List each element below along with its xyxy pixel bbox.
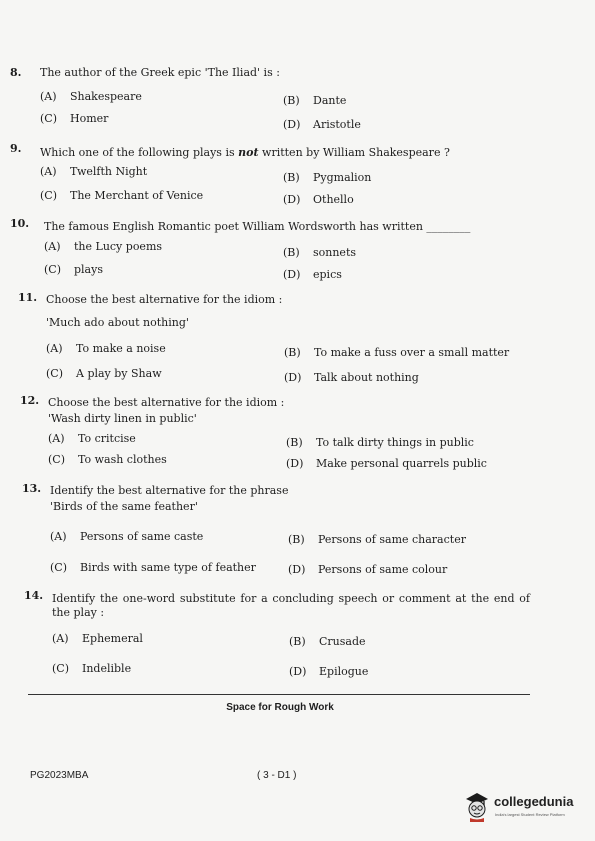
- question-number: 13.: [22, 482, 42, 495]
- page-number: ( 3 - D1 ): [257, 770, 297, 781]
- option-label: (C): [44, 263, 61, 276]
- option-text: To make a fuss over a small matter: [314, 346, 510, 359]
- option-b: [286, 436, 474, 450]
- collegedunia-logo-icon: [462, 790, 492, 822]
- option-label: (D): [288, 563, 306, 576]
- option-label: (C): [52, 662, 69, 675]
- option-label: (C): [46, 367, 63, 380]
- option-label: (A): [40, 165, 57, 178]
- option-text: Birds with same type of feather: [80, 561, 256, 574]
- option-text: Indelible: [82, 662, 132, 675]
- option-text: To make a noise: [76, 342, 166, 355]
- option-b: [283, 171, 371, 185]
- idiom-text: 'Much ado about nothing': [46, 316, 189, 329]
- option-text: Persons of same colour: [318, 563, 448, 576]
- option-label: (D): [289, 665, 307, 678]
- option-b: [284, 346, 509, 360]
- option-label: (B): [284, 346, 301, 359]
- option-text: Aristotle: [313, 118, 361, 131]
- option-label: (D): [283, 193, 301, 206]
- paper-code: PG2023MBA: [30, 770, 89, 781]
- option-a: [50, 530, 203, 544]
- option-text: Talk about nothing: [314, 371, 419, 384]
- question-number: 10.: [10, 217, 30, 230]
- option-c: [52, 662, 131, 676]
- option-text: Persons of same caste: [80, 530, 204, 543]
- option-label: (B): [286, 436, 303, 449]
- question-number: 8.: [10, 66, 22, 79]
- option-label: (D): [283, 268, 301, 281]
- option-text: To critcise: [78, 432, 136, 445]
- option-label: (D): [284, 371, 302, 384]
- option-c: [44, 263, 103, 277]
- option-a: [40, 165, 147, 179]
- option-text: Epilogue: [319, 665, 369, 678]
- rough-work-label: Space for Rough Work: [226, 702, 334, 713]
- option-label: (A): [40, 90, 57, 103]
- question-text: Choose the best alternative for the idiom :: [46, 293, 283, 306]
- option-c: [50, 561, 256, 575]
- emphasis-not: not: [238, 146, 259, 159]
- question-number: 12.: [20, 394, 40, 407]
- option-b: [283, 246, 356, 260]
- option-text: sonnets: [313, 246, 357, 259]
- option-label: (C): [40, 112, 57, 125]
- option-label: (A): [50, 530, 67, 543]
- option-label: (B): [288, 533, 305, 546]
- option-label: (B): [283, 246, 300, 259]
- option-text: Ephemeral: [82, 632, 143, 645]
- option-label: (A): [52, 632, 69, 645]
- question-number: 9.: [10, 142, 22, 155]
- option-text: Othello: [313, 193, 354, 206]
- question-number: 11.: [18, 291, 38, 304]
- option-b: [283, 94, 346, 108]
- option-text: plays: [74, 263, 103, 276]
- option-c: [46, 367, 162, 381]
- question-number: 14.: [24, 589, 44, 602]
- option-label: (A): [46, 342, 63, 355]
- divider: [28, 694, 530, 695]
- option-a: [48, 432, 136, 446]
- option-d: [289, 665, 368, 679]
- option-text: To talk dirty things in public: [316, 436, 474, 449]
- option-label: (B): [283, 171, 300, 184]
- option-text: epics: [313, 268, 342, 281]
- option-text: the Lucy poems: [74, 240, 163, 253]
- option-label: (D): [286, 457, 304, 470]
- option-text: Persons of same character: [318, 533, 466, 546]
- option-text: Shakespeare: [70, 90, 142, 103]
- question-text: Identify the best alternative for the phrase: [50, 484, 289, 497]
- option-a: [46, 342, 166, 356]
- option-c: [40, 189, 203, 203]
- question-text: Which one of the following plays is not written by William Shakespeare ?: [40, 146, 450, 159]
- option-c: [40, 112, 108, 126]
- collegedunia-watermark: [462, 790, 587, 826]
- brand-tagline: India's largest Student Review Platform: [495, 812, 565, 817]
- option-text: Homer: [70, 112, 109, 125]
- option-a: [52, 632, 143, 646]
- option-d: [283, 118, 361, 132]
- idiom-text: 'Wash dirty linen in public': [48, 412, 197, 425]
- option-a: [40, 90, 142, 104]
- option-d: [286, 457, 487, 471]
- option-text: To wash clothes: [78, 453, 167, 466]
- option-b: [289, 635, 366, 649]
- brand-name: collegedunia: [494, 794, 574, 809]
- option-a: [44, 240, 162, 254]
- question-text: The author of the Greek epic 'The Iliad' is :: [40, 66, 280, 79]
- option-label: (B): [283, 94, 300, 107]
- option-label: (D): [283, 118, 301, 131]
- question-text: Identify the one-word substitute for a concluding speech or comment at the end of the play :: [52, 592, 530, 619]
- option-label: (A): [44, 240, 61, 253]
- option-label: (C): [50, 561, 67, 574]
- option-label: (A): [48, 432, 65, 445]
- option-text: Crusade: [319, 635, 366, 648]
- option-label: (C): [48, 453, 65, 466]
- option-d: [284, 371, 419, 385]
- phrase-text: 'Birds of the same feather': [50, 500, 198, 513]
- option-text: A play by Shaw: [76, 367, 162, 380]
- option-d: [288, 563, 447, 577]
- option-label: (B): [289, 635, 306, 648]
- option-label: (C): [40, 189, 57, 202]
- question-text: Choose the best alternative for the idiom :: [48, 396, 285, 409]
- option-text: Make personal quarrels public: [316, 457, 487, 470]
- option-d: [283, 268, 342, 282]
- question-text: The famous English Romantic poet William Wordsworth has written ________: [44, 220, 471, 233]
- option-text: The Merchant of Venice: [70, 189, 204, 202]
- option-c: [48, 453, 167, 467]
- option-b: [288, 533, 466, 547]
- option-d: [283, 193, 354, 207]
- option-text: Dante: [313, 94, 347, 107]
- option-text: Twelfth Night: [70, 165, 148, 178]
- option-text: Pygmalion: [313, 171, 372, 184]
